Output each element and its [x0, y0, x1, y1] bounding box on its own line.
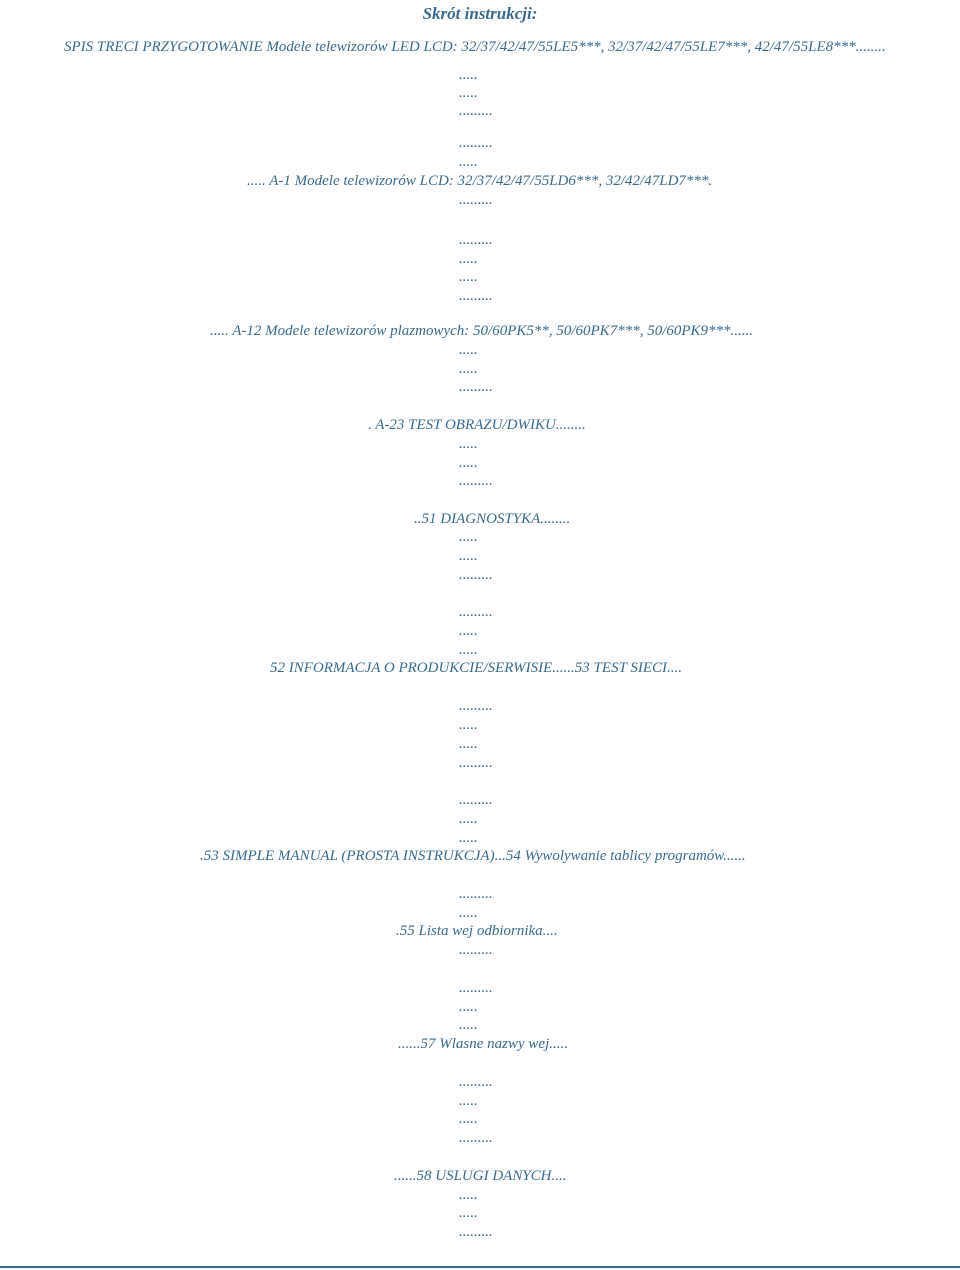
- dot-leader: .....: [459, 251, 478, 267]
- dot-leader: .....: [459, 1205, 478, 1221]
- dot-leader: .........: [459, 379, 493, 395]
- toc-entry: .55 Lista wej odbiornika....: [396, 923, 558, 939]
- dot-leader: .........: [459, 942, 493, 958]
- toc-entry: ..... A-1 Modele telewizorów LCD: 32/37/42/47/55LD6***, 32/42/47LD7***.: [247, 173, 713, 189]
- dot-leader: .....: [459, 342, 478, 358]
- dot-leader: .....: [459, 736, 478, 752]
- dot-leader: .....: [459, 1017, 478, 1033]
- bottom-rule: [0, 1266, 960, 1268]
- dot-leader: .........: [459, 473, 493, 489]
- dot-leader: .....: [459, 905, 478, 921]
- dot-leader: .........: [459, 1224, 493, 1240]
- dot-leader: .....: [459, 623, 478, 639]
- dot-leader: .....: [459, 361, 478, 377]
- dot-leader: .....: [459, 1093, 478, 1109]
- toc-entry: ......58 USLUGI DANYCH....: [394, 1168, 567, 1184]
- dot-leader: .........: [459, 604, 493, 620]
- dot-leader: .........: [459, 980, 493, 996]
- toc-entry: ......57 Wlasne nazwy wej.....: [398, 1036, 568, 1052]
- dot-leader: .....: [459, 548, 478, 564]
- dot-leader: .........: [459, 1130, 493, 1146]
- toc-entry: . A-23 TEST OBRAZU/DWIKU........: [368, 417, 586, 433]
- dot-leader: .........: [459, 698, 493, 714]
- document-title: Skrót instrukcji:: [422, 4, 538, 23]
- dot-leader: .....: [459, 67, 478, 83]
- toc-entry: SPIS TRECI PRZYGOTOWANIE Modele telewizorów LED LCD: 32/37/42/47/55LE5***, 32/37/42/47/55LE7***, 42/47/55LE8***........: [64, 39, 886, 55]
- dot-leader: .....: [459, 830, 478, 846]
- dot-leader: .....: [459, 269, 478, 285]
- dot-leader: .........: [459, 288, 493, 304]
- dot-leader: .........: [459, 103, 493, 119]
- toc-entry: ..51 DIAGNOSTYKA........: [414, 511, 571, 527]
- dot-leader: .....: [459, 154, 478, 170]
- toc-entry: 52 INFORMACJA O PRODUKCIE/SERWISIE......53 TEST SIECI....: [270, 660, 683, 676]
- dot-leader: .........: [459, 567, 493, 583]
- dot-leader: .....: [459, 1111, 478, 1127]
- dot-leader: .....: [459, 1187, 478, 1203]
- dot-leader: .....: [459, 642, 478, 658]
- dot-leader: .....: [459, 455, 478, 471]
- dot-leader: .....: [459, 436, 478, 452]
- dot-leader: .....: [459, 811, 478, 827]
- toc-entry: ..... A-12 Modele telewizorów plazmowych: 50/60PK5**, 50/60PK7***, 50/60PK9***......: [210, 323, 754, 339]
- toc-entry: .53 SIMPLE MANUAL (PROSTA INSTRUKCJA)...54 Wywolywanie tablicy programów......: [200, 848, 746, 864]
- dot-leader: .........: [459, 792, 493, 808]
- dot-leader: .........: [459, 755, 493, 771]
- dot-leader: .........: [459, 232, 493, 248]
- dot-leader: .........: [459, 886, 493, 902]
- dot-leader: .........: [459, 1074, 493, 1090]
- dot-leader: .........: [459, 135, 493, 151]
- dot-leader: .....: [459, 85, 478, 101]
- dot-leader: .....: [459, 529, 478, 545]
- dot-leader: .........: [459, 192, 493, 208]
- dot-leader: .....: [459, 999, 478, 1015]
- dot-leader: .....: [459, 717, 478, 733]
